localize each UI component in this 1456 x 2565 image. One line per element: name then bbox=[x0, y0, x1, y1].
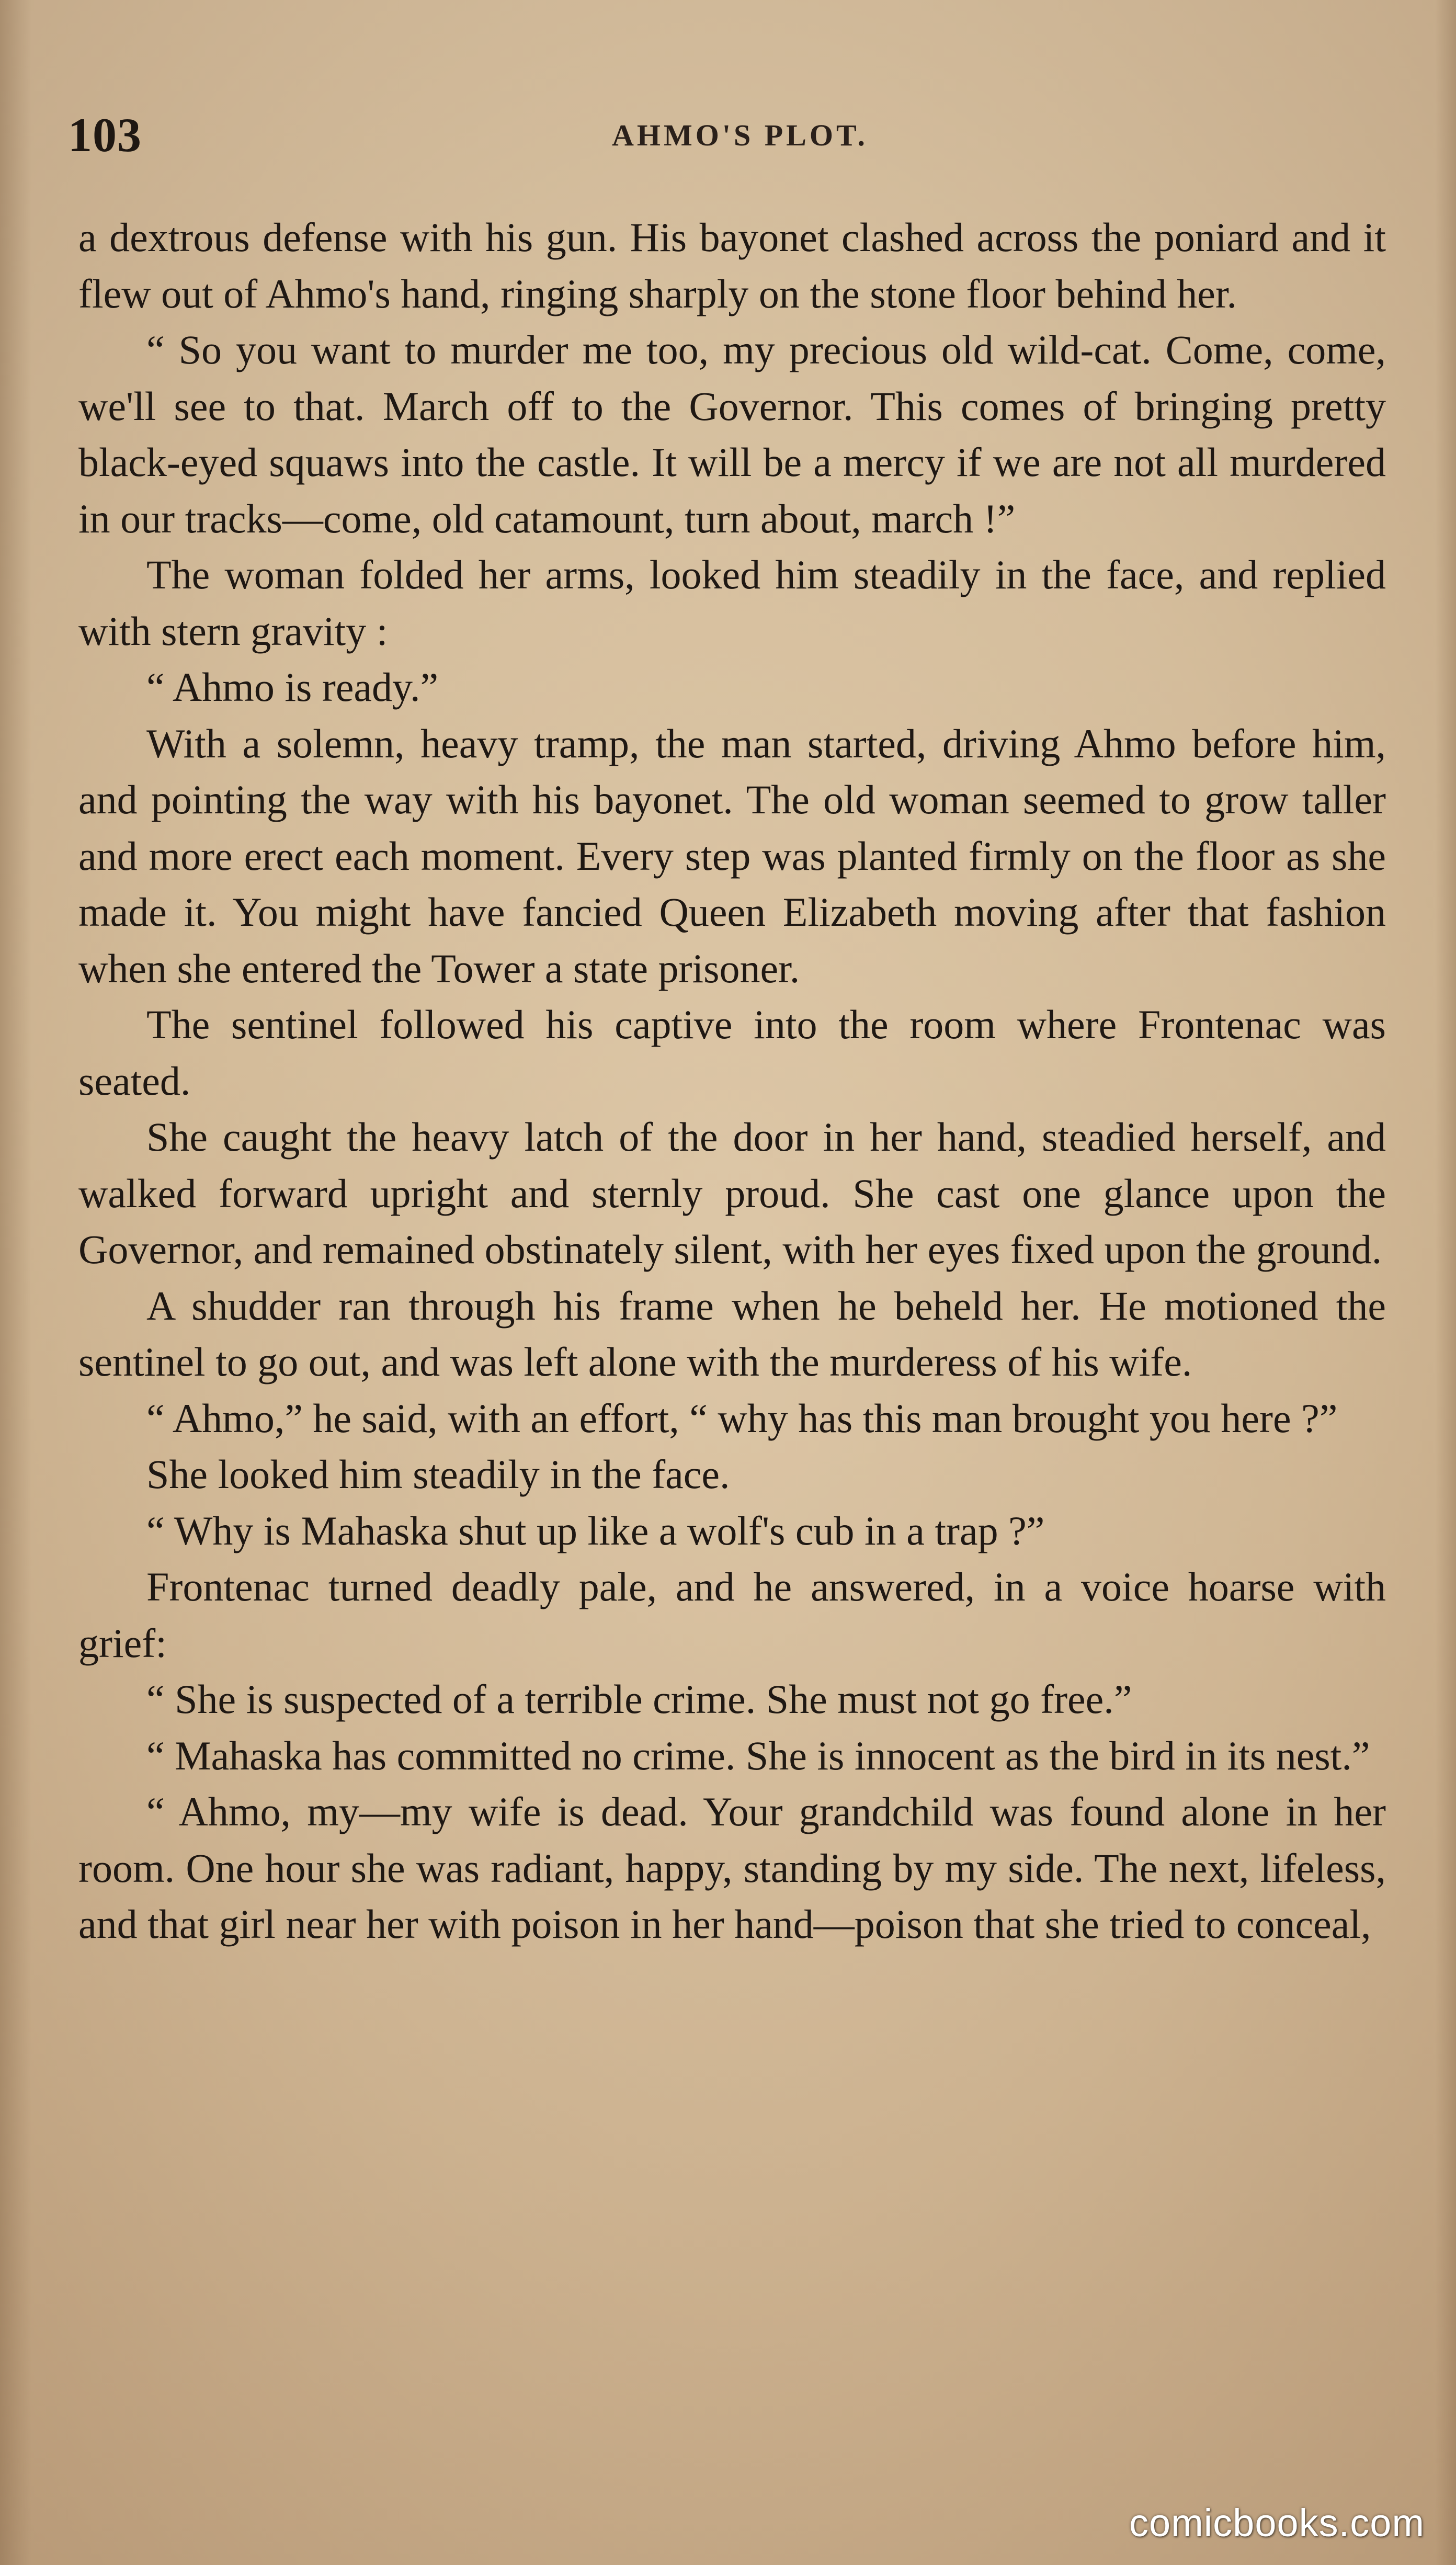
paragraph: “ She is suspected of a terrible crime. She must not go free.” bbox=[146, 1676, 1132, 1722]
paragraph: “ Mahaska has committed no crime. She is innocent as the bird in its nest.” bbox=[146, 1732, 1370, 1778]
paragraph: “ Ahmo, my—my wife is dead. Your grandchild was found alone in her room. One hour she was radiant, happy, standing by my side. The next, lifeless, and that girl near her with poison in her hand—poison that she tried to conceal, bbox=[78, 1789, 1386, 1947]
paragraph: The sentinel followed his captive into the room where Frontenac was seated. bbox=[78, 1002, 1386, 1104]
page-header bbox=[68, 107, 1391, 165]
paragraph: “ Ahmo,” he said, with an effort, “ why has this man brought you here ?” bbox=[146, 1395, 1338, 1441]
watermark: comicbooks.com bbox=[1129, 2501, 1425, 2545]
page-number: 103 bbox=[68, 108, 142, 162]
paragraph: “ Ahmo is ready.” bbox=[146, 664, 439, 710]
body-text bbox=[78, 209, 1386, 1953]
paragraph: “ Why is Mahaska shut up like a wolf's cub in a trap ?” bbox=[146, 1507, 1045, 1553]
paragraph: She caught the heavy latch of the door in her hand, steadied herself, and walked forward upright and sternly proud. She cast one glance upon the Governor, and remained obstinately silent, with her eyes fixed upon the ground. bbox=[78, 1114, 1386, 1272]
paragraph: With a solemn, heavy tramp, the man started, driving Ahmo before him, and pointing the way with his bayonet. The old woman seemed to grow taller and more erect each moment. Every step was planted firmly on the floor as she made it. You might have fancied Queen Elizabeth moving after that fashion when she entered the Tower a state prisoner. bbox=[78, 720, 1386, 991]
paragraph: A shudder ran through his frame when he beheld her. He motioned the sentinel to go out, and was left alone with the murderess of his wife. bbox=[78, 1282, 1386, 1384]
running-head: AHMO'S PLOT. bbox=[612, 118, 868, 152]
paragraph: a dextrous defense with his gun. His bayonet clashed across the poniard and it flew out of Ahmo's hand, ringing sharply on the stone floor behind her. bbox=[78, 214, 1386, 316]
page-edge-shadow-right bbox=[1435, 0, 1456, 2565]
paragraph: The woman folded her arms, looked him steadily in the face, and replied with stern gravity : bbox=[78, 552, 1386, 654]
paragraph: She looked him steadily in the face. bbox=[146, 1451, 730, 1497]
paragraph: Frontenac turned deadly pale, and he answered, in a voice hoarse with grief: bbox=[78, 1564, 1386, 1666]
paragraph: “ So you want to murder me too, my precious old wild-cat. Come, come, we'll see to that. March off to the Governor. This comes of bringing pretty black-eyed squaws into the castle. It will be a mercy if we are not all murdered in our tracks—come, old catamount, turn about, march !” bbox=[78, 327, 1386, 541]
page-edge-shadow-left bbox=[0, 0, 31, 2565]
